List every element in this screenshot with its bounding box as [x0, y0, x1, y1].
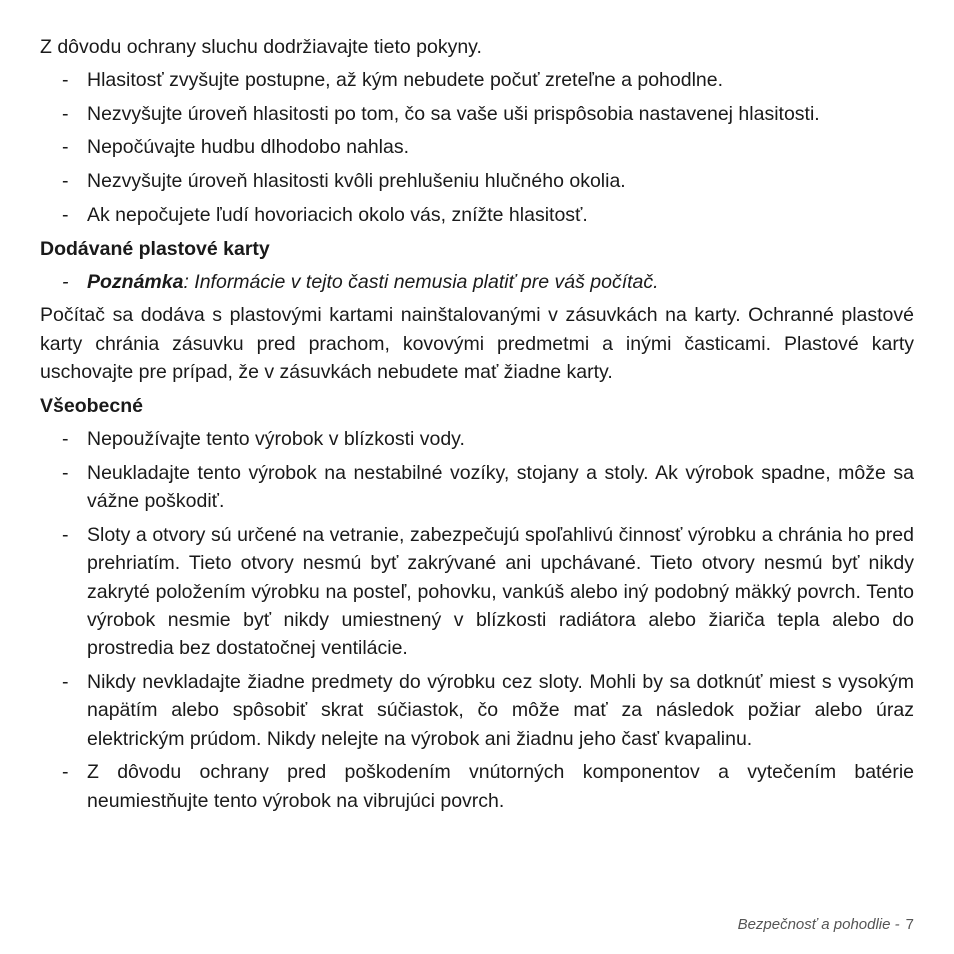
list-item — [40, 66, 914, 94]
page-footer — [738, 916, 914, 933]
intro-text: Z dôvodu ochrany sluchu dodržiavajte tieto pokyny. — [40, 36, 482, 58]
note-label: Poznámka — [87, 270, 184, 293]
list-item-text: Z dôvodu ochrany pred poškodením vnútorných komponentov a vytečením batérie neumiestňujte tento výrobok na vibrujúci povrch. — [87, 761, 914, 812]
bullet-dash: - — [62, 461, 69, 484]
list-item — [40, 668, 914, 753]
footer-section-title: Bezpečnosť a pohodlie - — [737, 916, 900, 933]
list-item — [40, 100, 914, 128]
list-item — [40, 201, 914, 229]
list-item-text: Neukladajte tento výrobok na nestabilné vozíky, stojany a stoly. Ak výrobok spadne, môže sa vážne poškodiť. — [87, 461, 914, 513]
list-item — [40, 133, 914, 161]
page-number: 7 — [905, 916, 914, 933]
list-item-text: Ak nepočujete ľudí hovoriacich okolo vás, znížte hlasitosť. — [87, 203, 588, 226]
document-body — [40, 33, 914, 820]
list-item — [40, 521, 914, 662]
list-item-text: Nezvyšujte úroveň hlasitosti po tom, čo sa vaše uši prispôsobia nastavenej hlasitosti. — [87, 102, 820, 125]
bullet-dash: - — [62, 102, 69, 125]
bullet-dash: - — [62, 428, 69, 451]
list-item — [40, 425, 914, 453]
bullet-dash: - — [62, 270, 69, 293]
section-heading-general: Všeobecné — [40, 395, 143, 418]
bullet-dash: - — [62, 136, 69, 159]
list-item — [40, 758, 914, 815]
hearing-list — [40, 66, 914, 229]
bullet-dash: - — [62, 670, 69, 693]
list-item-text: Nikdy nevkladajte žiadne predmety do výrobku cez sloty. Mohli by sa dotknúť miest s vysokým napätím alebo spôsobiť skrat súčiastok, čo môže mať za následok požiar alebo úraz elektrickým prúdom. Nikdy nelejte na výrobok ani žiadnu jeho časť kvapalinu. — [87, 670, 914, 750]
list-item-text: Nepoužívajte tento výrobok v blízkosti vody. — [87, 428, 465, 451]
bullet-dash: - — [62, 761, 69, 784]
cards-paragraph: Počítač sa dodáva s plastovými kartami nainštalovanými v zásuvkách na karty. Ochranné plastové karty chránia zásuvku pred prachom, kovovými predmetmi a inými časticami. Plastové karty uschovajte pre prípad, že v zásuvkách nebudete mať žiadne karty. — [40, 304, 914, 383]
bullet-dash: - — [62, 203, 69, 226]
note-item — [40, 268, 914, 296]
list-item-text: Nezvyšujte úroveň hlasitosti kvôli prehlušeniu hlučného okolia. — [87, 170, 626, 193]
note-text: : Informácie v tejto časti nemusia platiť pre váš počítač. — [183, 270, 659, 293]
bullet-dash: - — [62, 523, 69, 546]
general-list — [40, 425, 914, 815]
bullet-dash: - — [62, 68, 69, 91]
bullet-dash: - — [62, 170, 69, 193]
section-heading-cards: Dodávané plastové karty — [40, 237, 270, 260]
list-item-text: Nepočúvajte hudbu dlhodobo nahlas. — [87, 136, 410, 159]
list-item-text: Sloty a otvory sú určené na vetranie, zabezpečujú spoľahlivú činnosť výrobku a chránia ho pred prehriatím. Tieto otvory nesmú byť zakrývané ani upchávané. Tieto otvory nesmú byť nikdy zakryté položením výrobku na posteľ, pohovku, vankúš alebo iný podobný mäkký povrch. Tento výrobok nesmie byť nikdy umiestnený v blízkosti radiátora alebo žiariča tepla alebo do prostredia bez dostatočnej ventilácie. — [87, 523, 914, 660]
list-item — [40, 167, 914, 195]
list-item-text: Hlasitosť zvyšujte postupne, až kým nebudete počuť zreteľne a pohodlne. — [87, 68, 724, 91]
cards-note-list — [40, 268, 914, 296]
list-item — [40, 459, 914, 516]
